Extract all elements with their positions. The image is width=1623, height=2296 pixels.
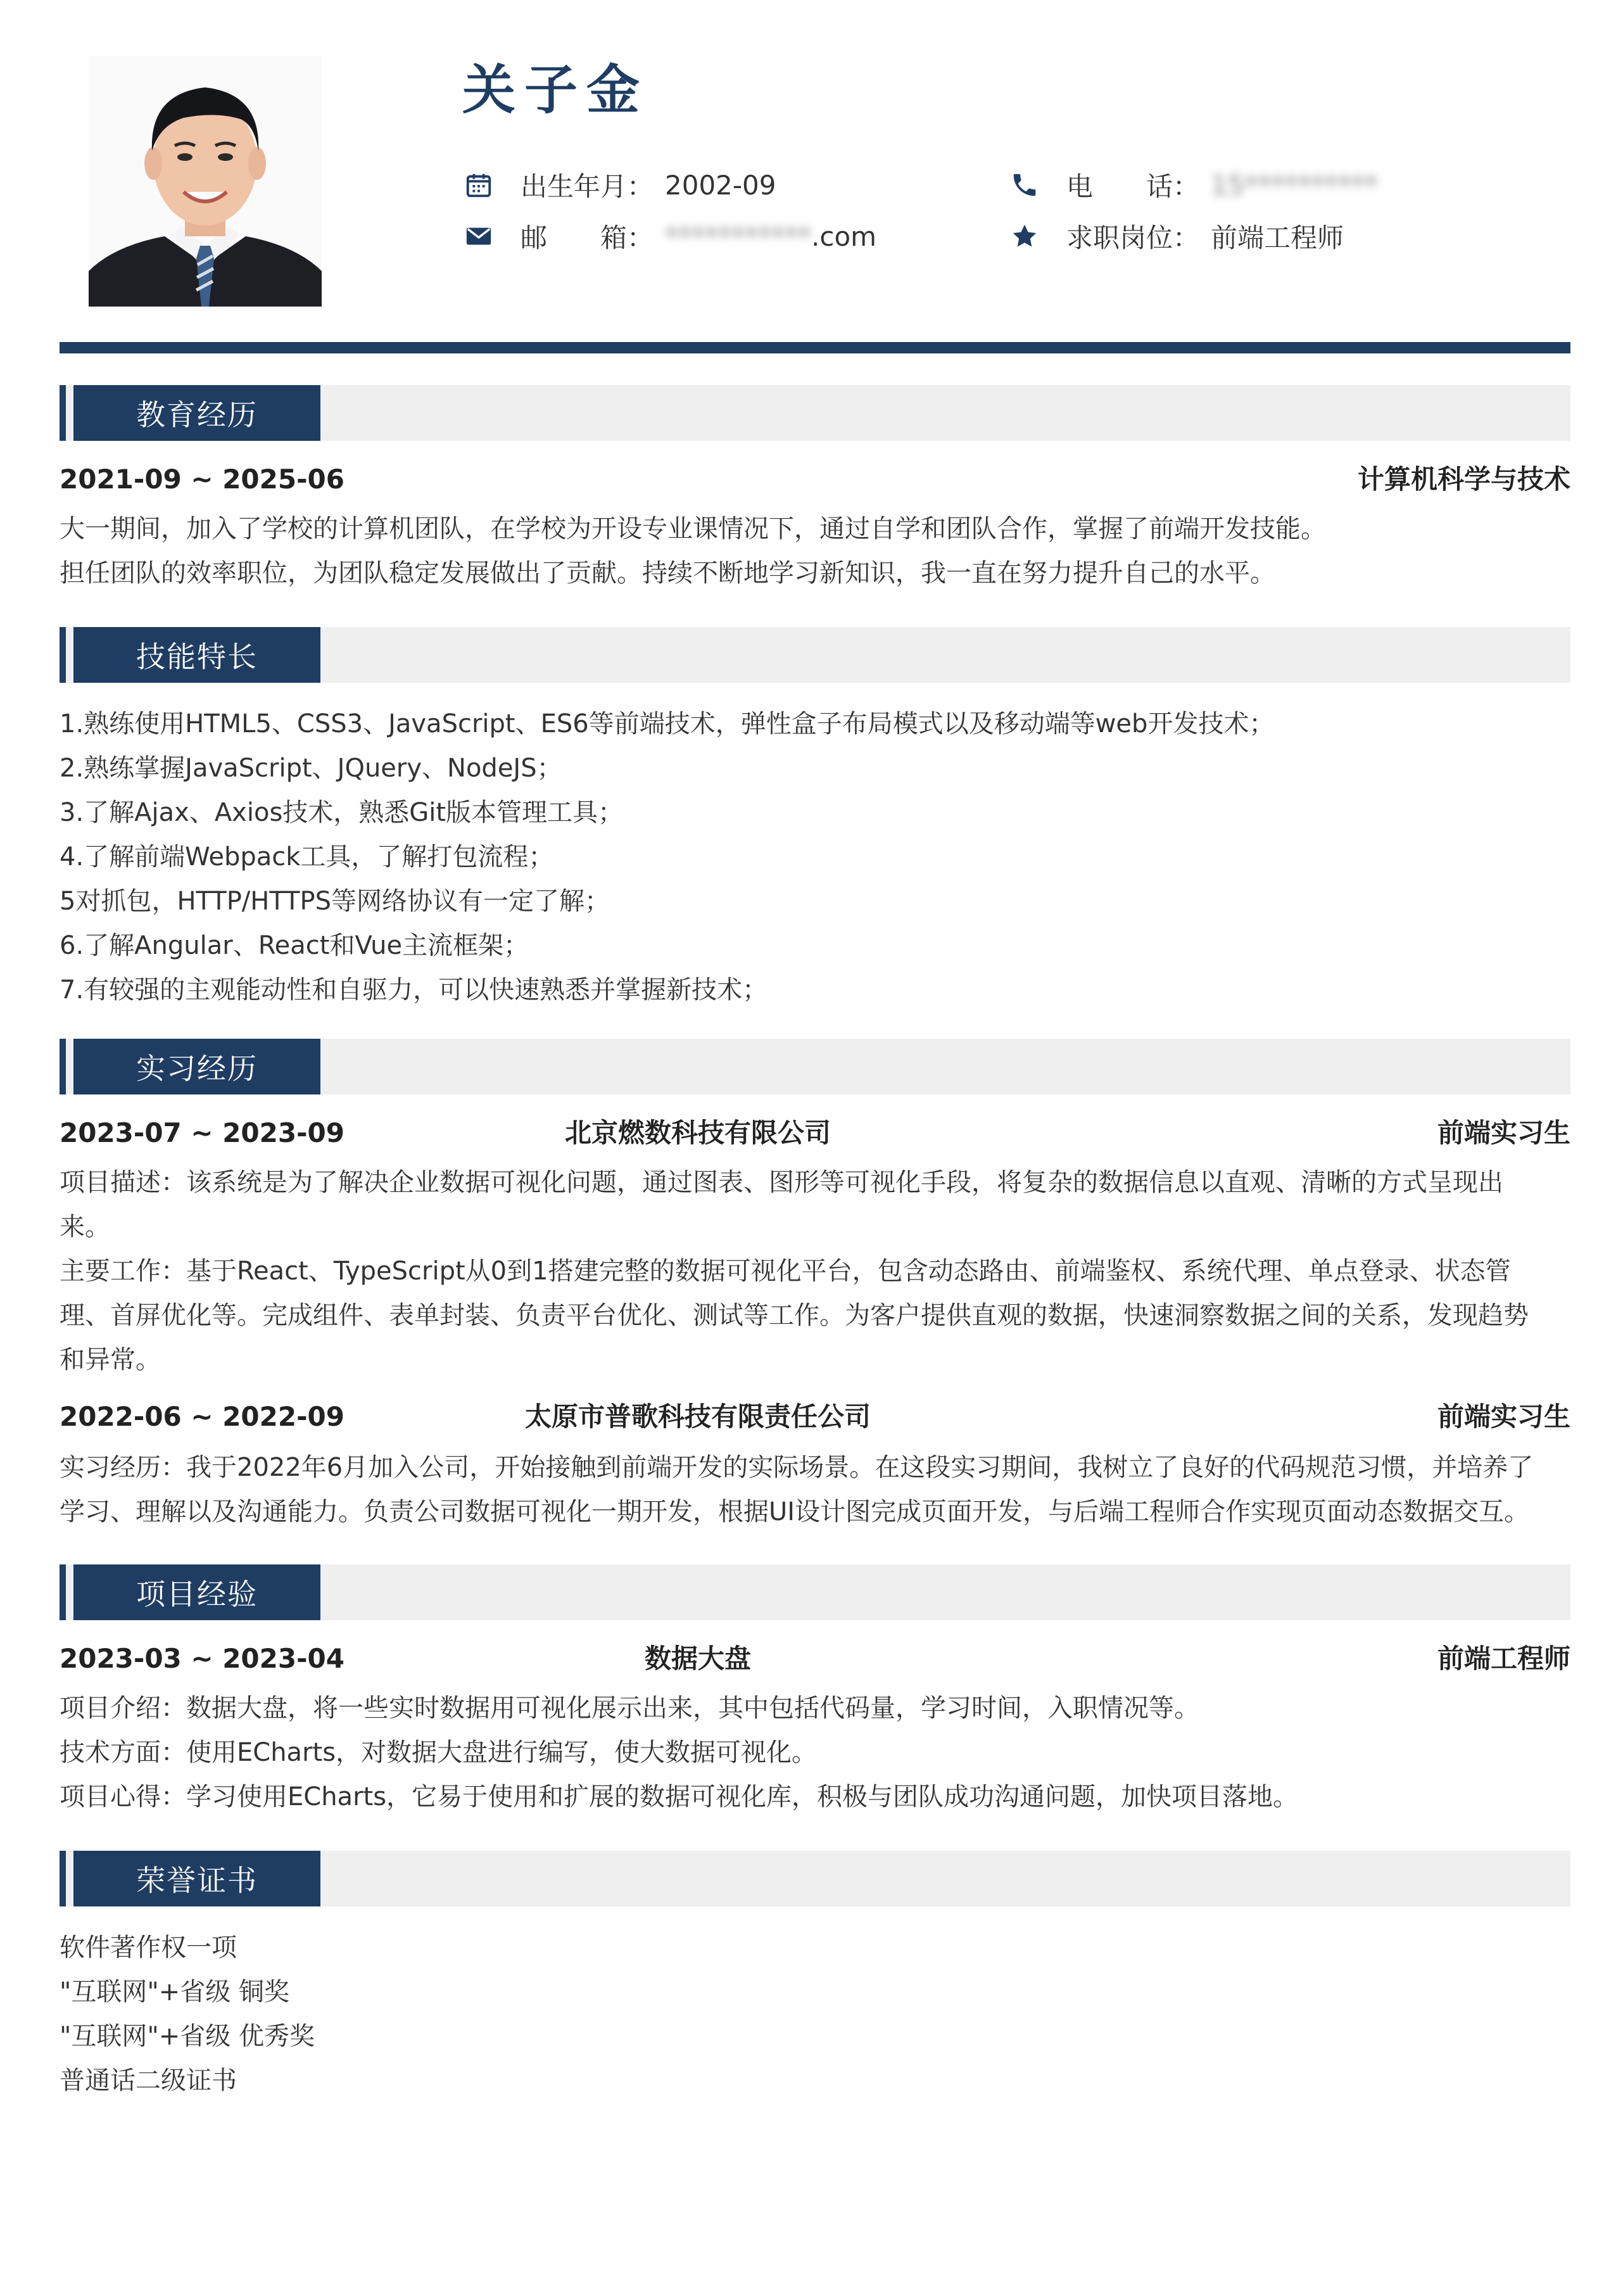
job-value: 前端工程师 xyxy=(1211,222,1344,253)
section-skills-title: 技能特长 xyxy=(73,627,320,683)
job-label: 求职岗位： xyxy=(1066,222,1200,253)
skill-line: 4.了解前端Webpack工具，了解打包流程； xyxy=(60,842,554,872)
section-internship-header xyxy=(60,1039,1570,1094)
email-redacted: *********** xyxy=(665,220,812,252)
calendar-icon xyxy=(462,168,495,201)
skill-line: 2.熟练掌握JavaScript、JQuery、NodeJS； xyxy=(60,754,562,783)
project-line: 技术方面：使用ECharts，对数据大盘进行编写，使大数据可视化。 xyxy=(60,1738,818,1767)
project-line: 项目心得：学习使用ECharts，它易于使用和扩展的数据可视化库，积极与团队成功沟通问题，加快项目落地。 xyxy=(60,1782,1299,1811)
internship-line: 和异常。 xyxy=(60,1345,161,1374)
education-date: 2021-09 ~ 2025-06 xyxy=(60,464,344,495)
internship-role: 前端实习生 xyxy=(1437,1401,1570,1432)
project-name: 数据大盘 xyxy=(644,1643,752,1674)
internship-entry xyxy=(60,1395,1570,1439)
section-education-title: 教育经历 xyxy=(73,385,320,441)
skill-line: 5对抓包，HTTP/HTTPS等网络协议有一定了解； xyxy=(60,887,610,916)
internship-line: 理、首屏优化等。完成组件、表单封装、负责平台优化、测试等工作。为客户提供直观的数据，快速洞察数据之间的关系，发现趋势 xyxy=(60,1301,1529,1330)
internship-date: 2022-06 ~ 2022-09 xyxy=(60,1401,344,1432)
skill-line: 1.熟练使用HTML5、CSS3、JavaScript、ES6等前端技术，弹性盒子布局模式以及移动端等web开发技术； xyxy=(60,709,1275,739)
star-icon xyxy=(1008,220,1041,253)
section-projects-title: 项目经验 xyxy=(73,1564,320,1620)
project-role: 前端工程师 xyxy=(1437,1643,1570,1674)
skill-line: 7.有较强的主观能动性和自驱力，可以快速熟悉并掌握新技术； xyxy=(60,975,768,1005)
email-suffix: .com xyxy=(811,220,877,252)
honor-line: "互联网"+省级 优秀奖 xyxy=(60,2022,315,2051)
mail-icon xyxy=(462,220,495,253)
internship-line: 主要工作：基于React、TypeScript从0到1搭建完整的数据可视化平台，包含动态路由、前端鉴权、系统代理、单点登录、状态管 xyxy=(60,1257,1511,1286)
birth-label: 出生年月： xyxy=(521,171,654,202)
project-entry xyxy=(60,1637,1570,1681)
internship-line: 来。 xyxy=(60,1212,110,1241)
internship-entry xyxy=(60,1111,1570,1155)
skill-line: 6.了解Angular、React和Vue主流框架； xyxy=(60,931,529,960)
email-value xyxy=(665,221,876,252)
section-internship-title: 实习经历 xyxy=(73,1039,320,1094)
skill-line: 3.了解Ajax、Axios技术，熟悉Git版本管理工具； xyxy=(60,798,624,827)
education-line: 大一期间，加入了学校的计算机团队，在学校为开设专业课情况下，通过自学和团队合作，掌握了前端开发技能。 xyxy=(60,514,1326,543)
section-education-header xyxy=(60,385,1570,441)
phone-label: 电 话： xyxy=(1066,171,1200,202)
project-line: 项目介绍：数据大盘，将一些实时数据用可视化展示出来，其中包括代码量，学习时间，入职情况等。 xyxy=(60,1694,1199,1723)
education-line: 担任团队的效率职位，为团队稳定发展做出了贡献。持续不断地学习新知识，我一直在努力提升自己的水平。 xyxy=(60,559,1275,588)
profile-photo xyxy=(89,56,322,307)
birth-row xyxy=(462,166,776,204)
email-row xyxy=(462,217,876,255)
job-row xyxy=(1008,217,1344,255)
section-honors-title: 荣誉证书 xyxy=(73,1851,320,1906)
internship-date: 2023-07 ~ 2023-09 xyxy=(60,1117,344,1148)
honor-line: "互联网"+省级 铜奖 xyxy=(60,1977,290,2007)
phone-value: 15********** xyxy=(1211,169,1378,201)
honor-line: 软件著作权一项 xyxy=(60,1933,237,1962)
phone-icon xyxy=(1008,168,1041,201)
internship-company: 北京燃数科技有限公司 xyxy=(564,1117,831,1148)
education-entry xyxy=(60,457,1570,502)
birth-value: 2002-09 xyxy=(665,169,776,201)
section-skills-header xyxy=(60,627,1570,683)
header-divider xyxy=(60,342,1570,353)
internship-company: 太原市普歌科技有限责任公司 xyxy=(524,1401,871,1432)
internship-role: 前端实习生 xyxy=(1437,1117,1570,1148)
candidate-name: 关子金 xyxy=(462,59,649,121)
internship-line: 学习、理解以及沟通能力。负责公司数据可视化一期开发，根据UI设计图完成页面开发，与后端工程师合作实现页面动态数据交互。 xyxy=(60,1497,1530,1526)
education-major: 计算机科学与技术 xyxy=(1357,464,1570,495)
project-date: 2023-03 ~ 2023-04 xyxy=(60,1643,344,1674)
phone-row xyxy=(1008,166,1377,204)
honor-line: 普通话二级证书 xyxy=(60,2066,237,2095)
email-label: 邮 箱： xyxy=(521,222,654,253)
section-projects-header xyxy=(60,1564,1570,1620)
internship-line: 项目描述：该系统是为了解决企业数据可视化问题，通过图表、图形等可视化手段，将复杂的数据信息以直观、清晰的方式呈现出 xyxy=(60,1168,1503,1197)
section-honors-header xyxy=(60,1851,1570,1906)
internship-line: 实习经历：我于2022年6月加入公司，开始接触到前端开发的实际场景。在这段实习期间，我树立了良好的代码规范习惯，并培养了 xyxy=(60,1453,1534,1482)
